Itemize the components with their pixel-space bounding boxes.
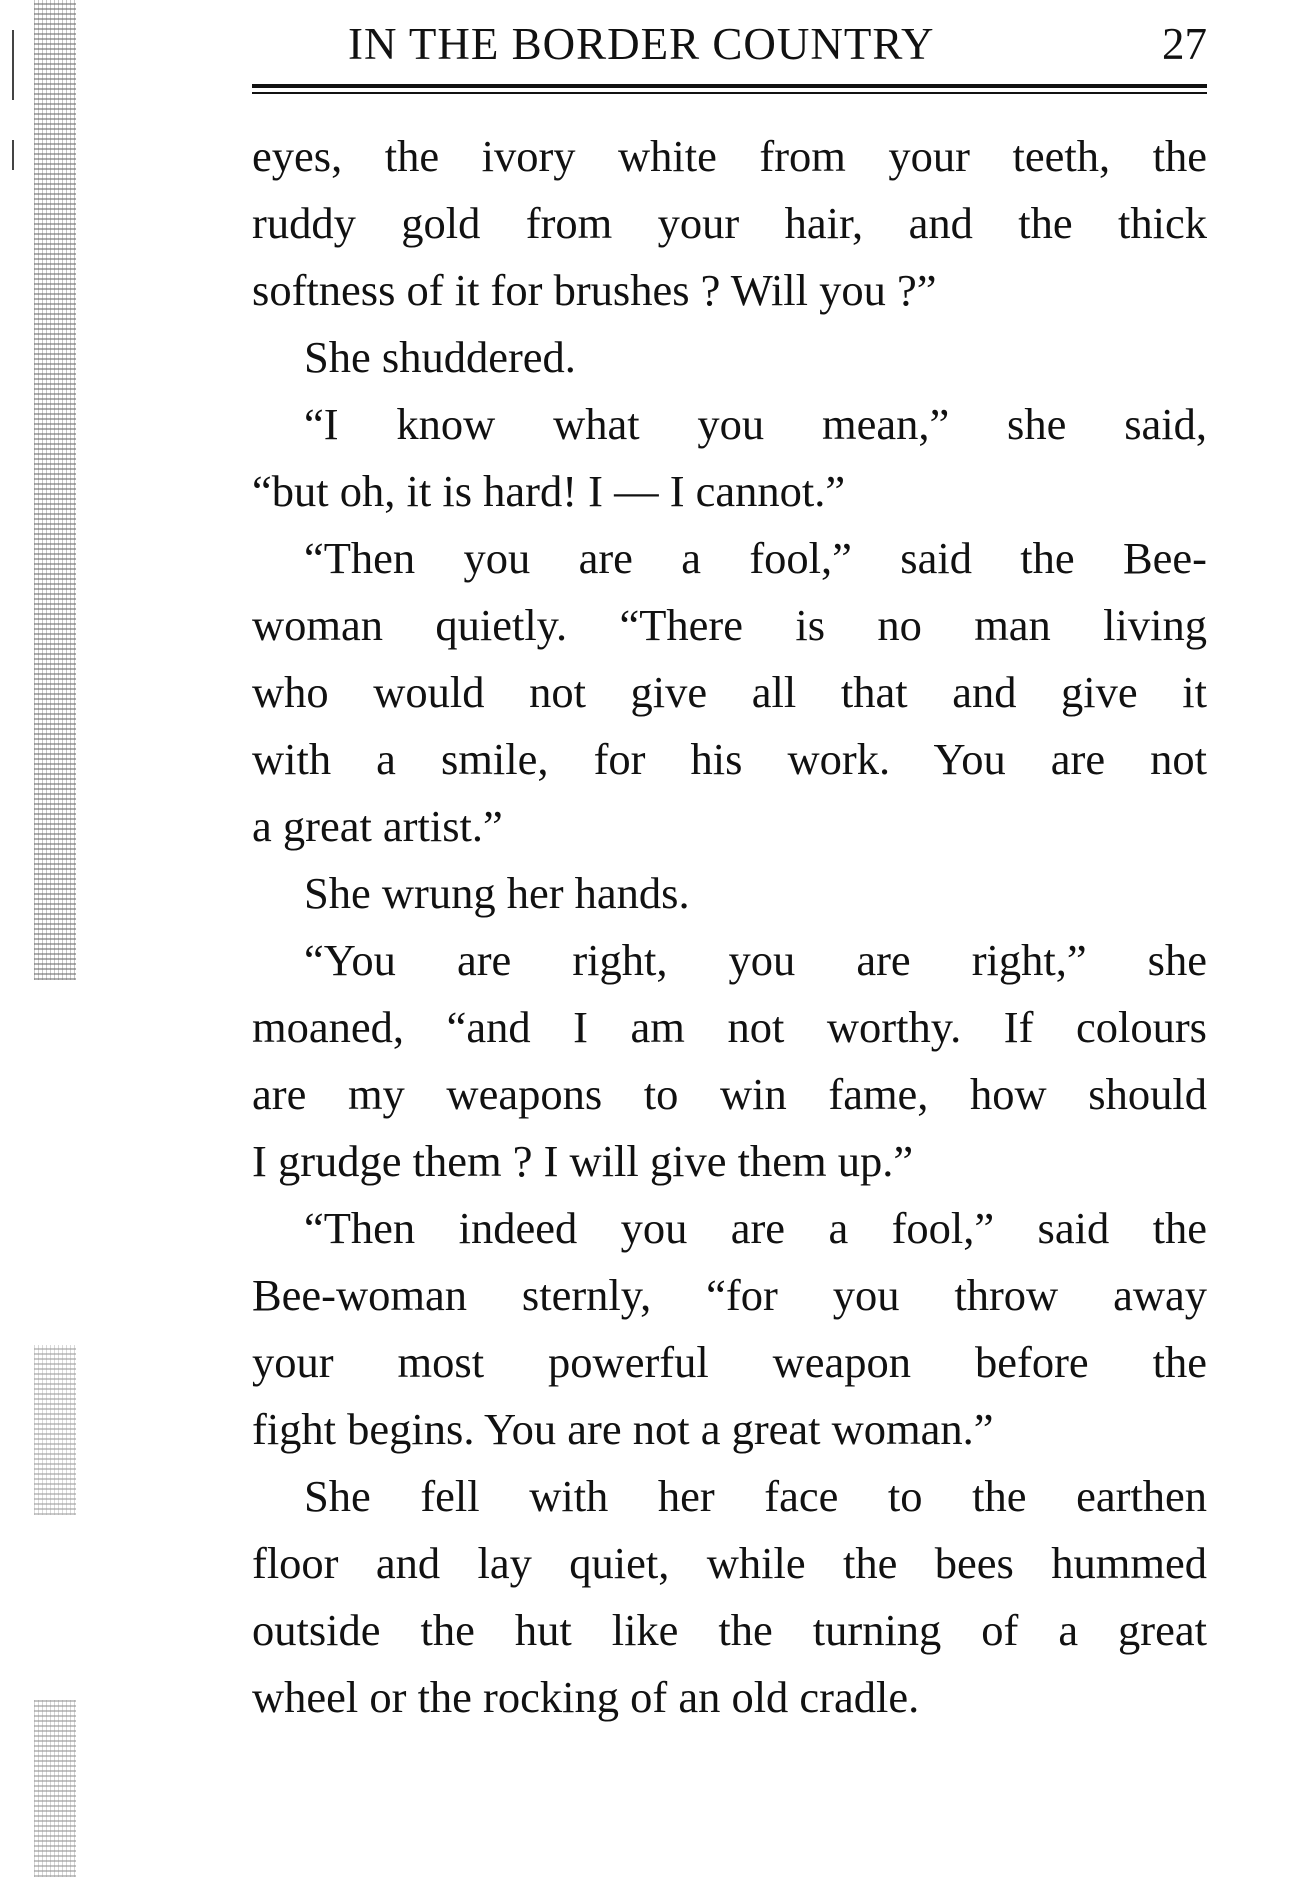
page-number: 27 — [1162, 19, 1207, 69]
text-line: who would not give all that and give it — [252, 667, 1207, 717]
scan-mark — [12, 140, 14, 170]
text-line: woman quietly. “There is no man living — [252, 600, 1207, 650]
text-line: floor and lay quiet, while the bees hummed — [252, 1538, 1207, 1588]
binding-edge-scan — [34, 1700, 76, 1877]
text-line: are my weapons to win fame, how should — [252, 1069, 1207, 1119]
text-line: your most powerful weapon before the — [252, 1337, 1207, 1387]
text-line: “but oh, it is hard! I — I cannot.” — [252, 466, 846, 516]
body-text — [252, 123, 1207, 1731]
text-line: She fell with her face to the earthen — [304, 1471, 1207, 1521]
text-line: “Then you are a fool,” said the Bee- — [304, 533, 1207, 583]
text-line: moaned, “and I am not worthy. If colours — [252, 1002, 1207, 1052]
text-line: fight begins. You are not a great woman.” — [252, 1404, 994, 1454]
header-rule-thick — [252, 84, 1207, 88]
scan-mark — [12, 30, 14, 100]
text-line: softness of it for brushes ? Will you ?” — [252, 265, 937, 315]
text-line: She shuddered. — [304, 332, 576, 382]
text-line: eyes, the ivory white from your teeth, the — [252, 131, 1207, 181]
running-title: IN THE BORDER COUNTRY — [348, 19, 935, 69]
text-line: “I know what you mean,” she said, — [304, 399, 1207, 449]
text-line: She wrung her hands. — [304, 868, 690, 918]
text-line: “You are right, you are right,” she — [304, 935, 1207, 985]
text-line: ruddy gold from your hair, and the thick — [252, 198, 1207, 248]
text-line: with a smile, for his work. You are not — [252, 734, 1207, 784]
binding-edge-scan — [34, 0, 76, 980]
text-line: a great artist.” — [252, 801, 503, 851]
text-line: outside the hut like the turning of a great — [252, 1605, 1207, 1655]
text-line: Bee-woman sternly, “for you throw away — [252, 1270, 1207, 1320]
running-header — [252, 10, 1207, 80]
text-line: wheel or the rocking of an old cradle. — [252, 1672, 920, 1722]
text-line: “Then indeed you are a fool,” said the — [304, 1203, 1207, 1253]
binding-edge-scan — [34, 1345, 76, 1515]
header-rule-thin — [252, 92, 1207, 94]
text-line: I grudge them ? I will give them up.” — [252, 1136, 914, 1186]
